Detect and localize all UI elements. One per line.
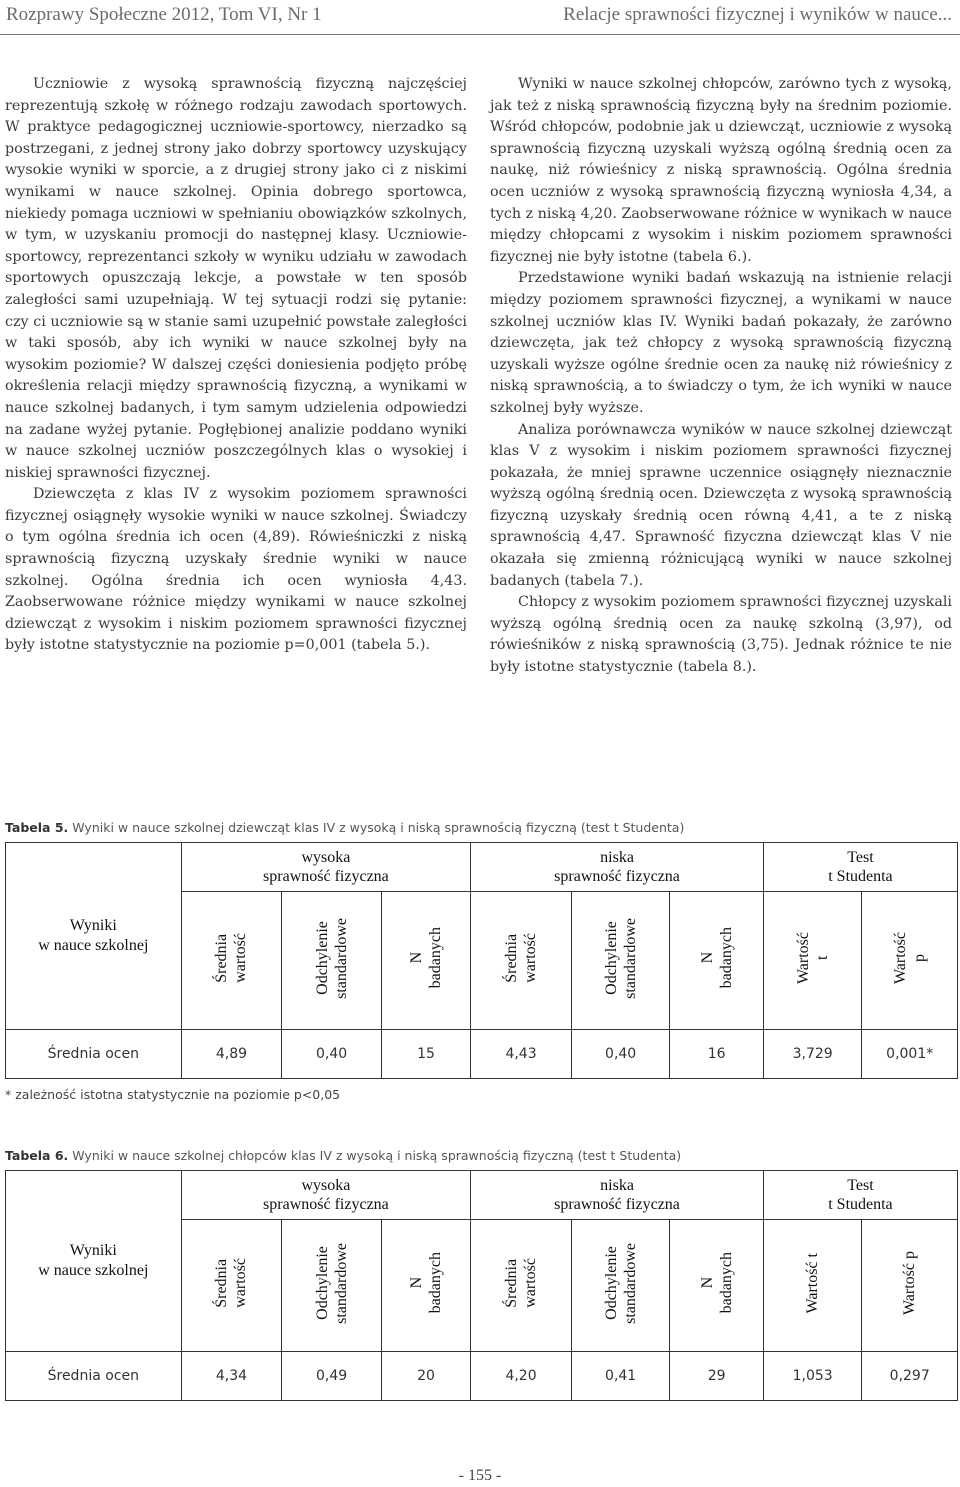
table5-sub-header: Odchylenie standardowe [571, 892, 670, 1030]
table5-group-test: Test t Studenta [763, 843, 957, 892]
right-paragraph-4: Chłopcy z wysokim poziomem sprawności fizycznej uzyskali wyższą ogólną średnią ocen za naukę szkolną (3,97), od rówieśników z niską sprawnością (3,75). Jednak różnice te nie były istotne statystycznie (tabela 8.). [490, 594, 952, 676]
table6-cell: 29 [670, 1352, 763, 1401]
table6-sub-header: Odchylenie standardowe [282, 1220, 382, 1352]
table5 [5, 842, 958, 1079]
table5-sub-header: N badanych [381, 892, 470, 1030]
table5-sub-header: Średnia wartość [471, 892, 572, 1030]
table6-group-high: wysoka sprawność fizyczna [181, 1171, 471, 1220]
right-paragraph-1: Wyniki w nauce szkolnej chłopców, zarówno tych z wysoką, jak też z niską sprawnością fizyczną były na średnim poziomie. Wśród chłopców, podobnie jak u dziewcząt, uczniowie z wysoką sprawnością fizyczną uzyskali wyższą ogólną średnią ocen za naukę, niż rówieśnicy z niską sprawnością. Ogólna średnia ocen uczniów z wysoką sprawnością fizyczną wyniosła 4,34, a tych z niską 4,20. Zaobserwowane różnice w wynikach w nauce między chłopcami z wysokim i niskim poziomem sprawności fizycznej nie były istotne (tabela 6.). [490, 76, 952, 265]
table5-sub-header: Odchylenie standardowe [282, 892, 382, 1030]
table6-sub-header: Średnia wartość [181, 1220, 282, 1352]
table6-cell: 0,41 [571, 1352, 670, 1401]
table5-sub-header: N badanych [670, 892, 763, 1030]
table5-cell: 4,89 [181, 1030, 282, 1079]
table6-cell: 1,053 [763, 1352, 862, 1401]
table5-row-label: Średnia ocen [6, 1030, 182, 1079]
table6-cell: 0,49 [282, 1352, 382, 1401]
table6-sub-header: N badanych [670, 1220, 763, 1352]
table6-cell: 4,34 [181, 1352, 282, 1401]
table6-group-low: niska sprawność fizyczna [471, 1171, 764, 1220]
page-number: - 155 - [458, 1467, 502, 1484]
table5-label: Tabela 5. [5, 820, 69, 835]
table5-sub-header: Wartość p [862, 892, 958, 1030]
table5-caption [5, 820, 684, 835]
right-column [490, 74, 952, 679]
table5-cell: 3,729 [763, 1030, 862, 1079]
table5-caption-text: Wyniki w nauce szkolnej dziewcząt klas IV z wysoką i niską sprawnością fizyczną (test t Studenta) [72, 820, 685, 835]
right-paragraph-3: Analiza porównawcza wyników w nauce szkolnej dziewcząt klas V z wysokim i niskim poziomem sprawności fizycznej pokazała, że mniej sprawne uczennice osiągnęły nieznacznie wyższą ogólną średnią ocen. Dziewczęta z wysoką sprawnością fizyczną uzyskały średnią ocen równą 4,41, a te z niską sprawnością 4,47. Sprawność fizyczna dziewcząt klas V nie okazała się zmienną różnicującą wyniki w nauce szkolnej badanych (tabela 7.). [490, 421, 952, 589]
journal-title: Rozprawy Społeczne 2012, Tom VI, Nr 1 [6, 4, 322, 25]
table6-group-test: Test t Studenta [763, 1171, 957, 1220]
left-column [5, 74, 467, 657]
table6-cell: 20 [381, 1352, 470, 1401]
table5-group-low: niska sprawność fizyczna [471, 843, 764, 892]
table5-group-high: wysoka sprawność fizyczna [181, 843, 471, 892]
table5-cell: 15 [381, 1030, 470, 1079]
table6-sub-header: N badanych [381, 1220, 470, 1352]
table5-cell: 0,40 [282, 1030, 382, 1079]
table5-cell: 4,43 [471, 1030, 572, 1079]
table6-sub-header: Odchylenie standardowe [571, 1220, 670, 1352]
table5-cell: 16 [670, 1030, 763, 1079]
table6-cell: 4,20 [471, 1352, 572, 1401]
left-paragraph-2: Dziewczęta z klas IV z wysokim poziomem sprawności fizycznej osiągnęły wysokie wyniki w nauce szkolnej. Świadczy o tym ogólna średnia ich ocen (4,89). Rówieśniczki z niską sprawnością fizyczną uzyskały średnie wyniki w nauce szkolnej. Ogólna średnia ich ocen wyniosła 4,43. Zaobserwowane różnice między wynikami w nauce szkolnej dziewcząt z wysokim i niskim poziomem sprawności fizycznej były istotne statystycznie na poziomie p=0,001 (tabela 5.). [5, 486, 467, 654]
table5-cell: 0,001* [862, 1030, 958, 1079]
table5-sub-header: Wartość t [763, 892, 862, 1030]
right-paragraph-2: Przedstawione wyniki badań wskazują na istnienie relacji między poziomem sprawności fizycznej, a wynikami w nauce szkolnej uczniów klas IV. Wyniki badań pokazały, że zarówno dziewczęta, jak też chłopcy z wysoką sprawnością fizyczną uzyskali wyższe ogólne średnie ocen za naukę niż rówieśnicy z niską sprawnością, a to świadczy o tym, że ich wyniki w nauce szkolnej były wyższe. [490, 270, 952, 416]
table6-caption [5, 1148, 681, 1163]
table5-cell: 0,40 [571, 1030, 670, 1079]
table6-row-header: Wyniki w nauce szkolnej [6, 1171, 182, 1352]
table6-row-label: Średnia ocen [6, 1352, 182, 1401]
table6-sub-header: Wartość p [862, 1220, 958, 1352]
article-title: Relacje sprawności fizycznej i wyników w nauce... [563, 4, 952, 25]
table5-row-header: Wyniki w nauce szkolnej [6, 843, 182, 1030]
table6-label: Tabela 6. [5, 1148, 69, 1163]
table6-sub-header: Średnia wartość [471, 1220, 572, 1352]
running-header [0, 0, 960, 35]
table5-footnote: * zależność istotna statystycznie na poziomie p<0,05 [5, 1087, 341, 1102]
table6-sub-header: Wartość t [763, 1220, 862, 1352]
left-paragraph-1: Uczniowie z wysoką sprawnością fizyczną najczęściej reprezentują szkołę w różnego rodzaju zawodach sportowych. W praktyce pedagogicznej uczniowie-sportowcy, nierzadko są postrzegani, z jednej strony jako dobrzy sportowcy uzyskujący wysokie wyniki w sporcie, a z drugiej strony jako ci z niskimi wynikami w nauce szkolnej. Opinia dobrego sportowca, niekiedy pomaga uczniowi w spełnianiu obowiązków szkolnych, w tym, w uzyskaniu promocji do następnej klasy. Uczniowie-sportowcy, reprezentanci szkoły w wyniku udziału w zawodach sportowych opuszczają lekcje, a powstałe w ten sposób zaległości sami uzupełniają. W tej sytuacji rodzi się pytanie: czy ci uczniowie są w stanie sami uzupełnić powstałe zaległości w taki sposób, aby ich wyniki w nauce szkolnej były na wysokim poziomie? W dalszej części doniesienia podjęto próbę określenia relacji między sprawnością fizyczną, a wynikami w nauce szkolnej badanych, i tym samym udzielenia odpowiedzi na zadane wyżej pytanie. Pogłębionej analizie poddano wyniki w nauce szkolnej uczniów poszczególnych klas o wysokiej i niskiej sprawności fizycznej. [5, 76, 467, 481]
table6-cell: 0,297 [862, 1352, 958, 1401]
table6 [5, 1170, 958, 1401]
table5-sub-header: Średnia wartość [181, 892, 282, 1030]
table6-caption-text: Wyniki w nauce szkolnej chłopców klas IV z wysoką i niską sprawnością fizyczną (test t Studenta) [72, 1148, 682, 1163]
